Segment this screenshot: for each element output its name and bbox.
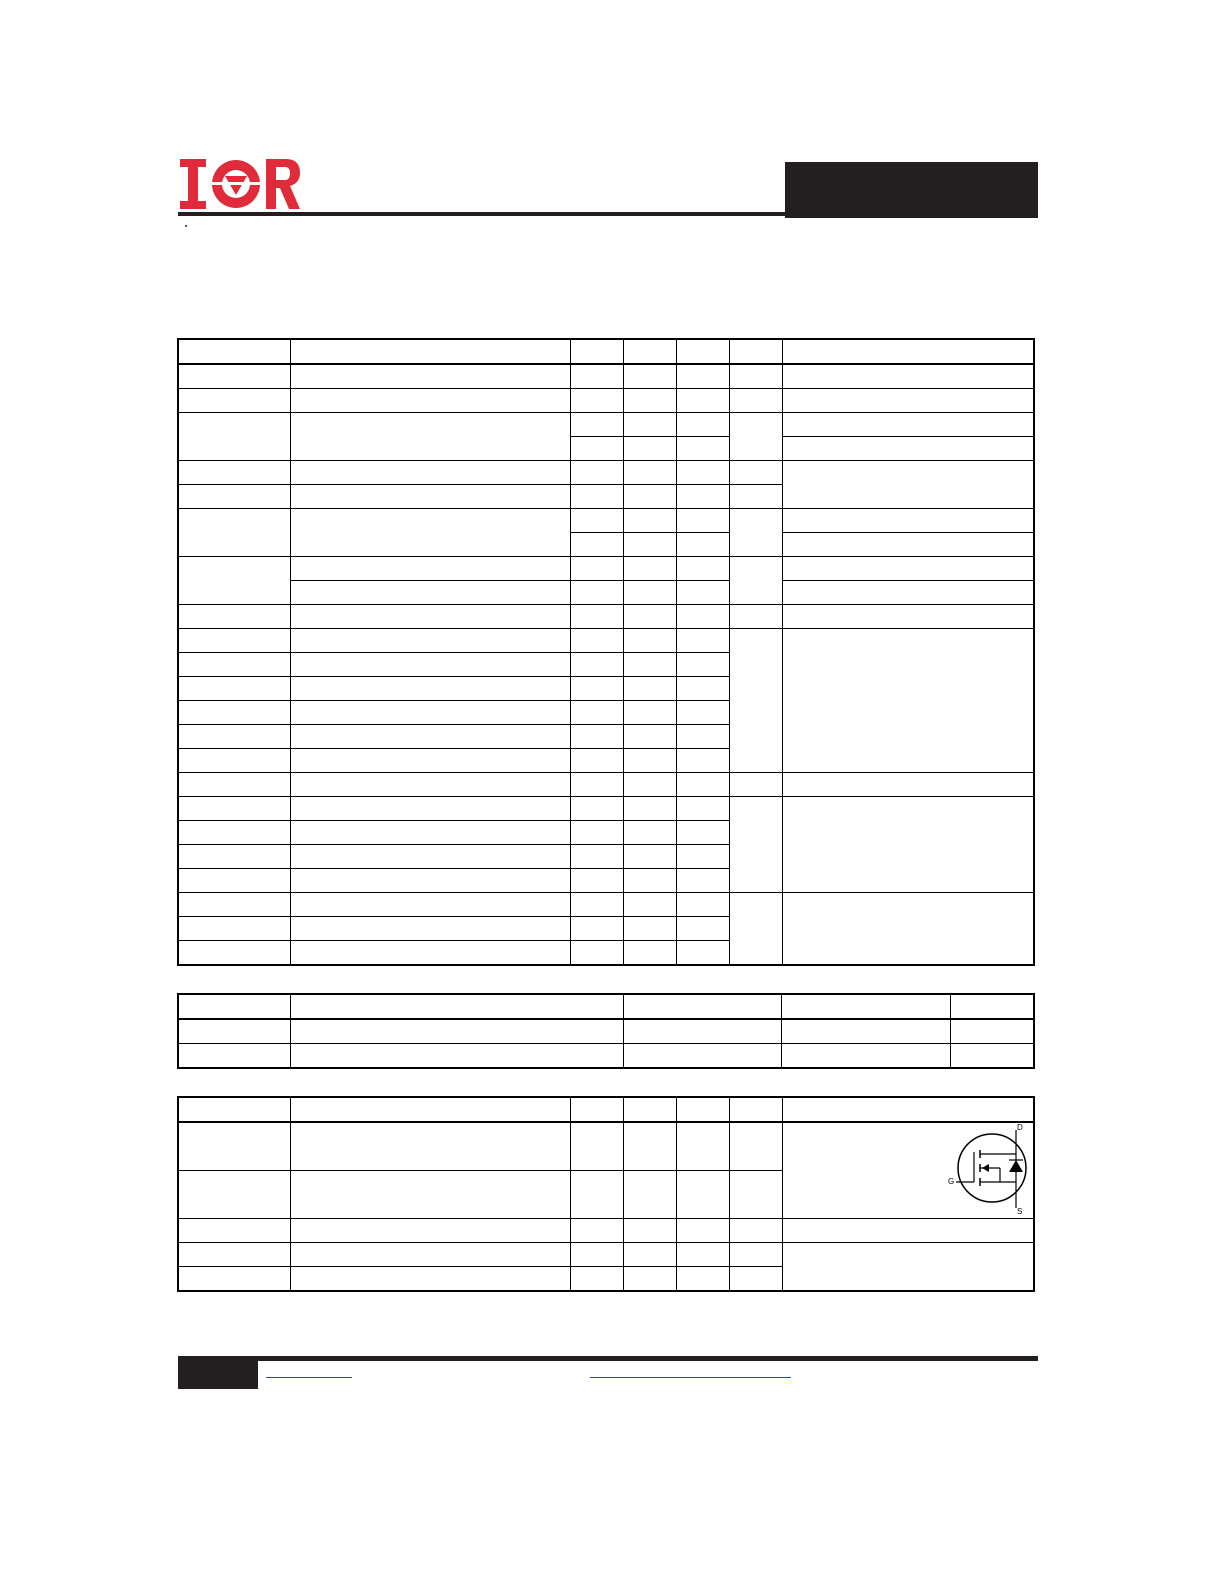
table-row (178, 557, 1034, 581)
footer-link[interactable] (266, 1377, 352, 1378)
footer-rule (178, 1356, 1038, 1361)
electrical-characteristics-table (177, 338, 1035, 966)
table-row (178, 1122, 1034, 1171)
avalanche-characteristics-table (177, 993, 1035, 1069)
table-row (178, 581, 1034, 605)
table-row (178, 605, 1034, 629)
part-number-banner (785, 162, 1038, 218)
gate-label: G (948, 1177, 955, 1186)
table-row (178, 994, 1034, 1019)
table-row (178, 339, 1034, 364)
table-row (178, 629, 1034, 653)
table-row (178, 1219, 1034, 1243)
table-row (178, 797, 1034, 821)
table-row (178, 364, 1034, 389)
table-row (178, 461, 1034, 485)
table-row (178, 413, 1034, 437)
table-row (178, 893, 1034, 917)
footer-link[interactable] (590, 1377, 791, 1378)
table-row (178, 389, 1034, 413)
page-number-block (178, 1356, 258, 1389)
header-mark (185, 225, 187, 227)
table-row (178, 1243, 1034, 1267)
drain-label: D (1017, 1123, 1023, 1132)
diode-characteristics-table (177, 1096, 1035, 1292)
table-row (178, 773, 1034, 797)
ir-logo (178, 157, 302, 213)
header-rule (178, 212, 785, 216)
source-label: S (1017, 1207, 1023, 1216)
table-row (178, 1044, 1034, 1069)
table-row (178, 1097, 1034, 1122)
table-row (178, 1019, 1034, 1044)
mosfet-symbol-icon (944, 1122, 1034, 1216)
table-row (178, 509, 1034, 533)
